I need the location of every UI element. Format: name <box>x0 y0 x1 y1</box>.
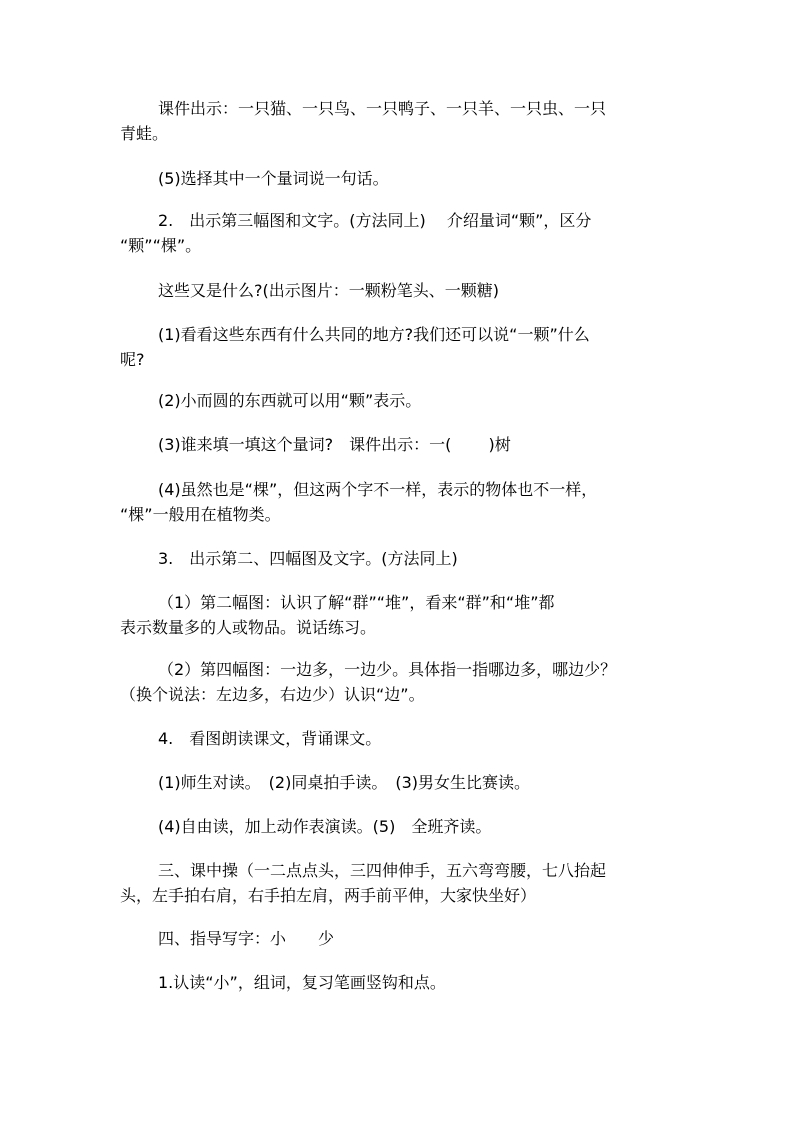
paragraph-line: 头，左手拍右肩，右手拍左肩，两手前平伸，大家快坐好） <box>120 886 537 905</box>
paragraph-courseware-animals <box>120 96 680 146</box>
paragraph-line: 3. 出示第二、四幅图及文字。(方法同上) <box>158 549 458 568</box>
paragraph-line: (1)看看这些东西有什么共同的地方?我们还可以说“一颗”什么 <box>158 325 590 344</box>
paragraph-line: 4. 看图朗读课文，背诵课文。 <box>158 729 382 748</box>
paragraph-sub-4 <box>120 477 680 527</box>
paragraph-line: 课件出示：一只猫、一只鸟、一只鸭子、一只羊、一只虫、一只 <box>158 99 607 118</box>
paragraph-line: (5)选择其中一个量词说一句话。 <box>158 169 389 188</box>
paragraph-line: 2. 出示第三幅图和文字。(方法同上) 介绍量词“颗”，区分 <box>158 211 592 230</box>
paragraph-writing-1 <box>120 970 680 995</box>
paragraph-line: (2)小而圆的东西就可以用“颗”表示。 <box>158 391 422 410</box>
paragraph-sub-3 <box>120 432 680 457</box>
paragraph-line: 呢? <box>120 350 145 369</box>
paragraph-line: 1.认读“小”，组词，复习笔画竖钩和点。 <box>158 973 446 992</box>
paragraph-section-3 <box>120 858 680 908</box>
paragraph-line: (4)虽然也是“棵”，但这两个字不一样，表示的物体也不一样， <box>158 480 598 499</box>
paragraph-sub-1 <box>120 322 680 372</box>
paragraph-line: “颗”“棵”。 <box>120 236 202 255</box>
paragraph-line: （2）第四幅图：一边多，一边少。具体指一指哪边多，哪边少？ <box>158 660 617 679</box>
paragraph-line: (3)谁来填一填这个量词? 课件出示：一( )树 <box>158 435 511 454</box>
paragraph-line: 四、指导写字：小 少 <box>158 929 335 948</box>
paragraph-line: （1）第二幅图：认识了解“群”“堆”，看来“群”和“堆”都 <box>158 593 555 612</box>
paragraph-line: 这些又是什么?(出示图片：一颗粉笔头、一颗糖) <box>158 281 499 300</box>
paragraph-picture-4 <box>120 657 680 707</box>
paragraph-line: “棵”一般用在植物类。 <box>120 505 281 524</box>
paragraph-sub-2 <box>120 388 680 413</box>
paragraph-step-5 <box>120 166 680 191</box>
paragraph-reading-2 <box>120 814 680 839</box>
paragraph-line: (1)师生对读。 (2)同桌拍手读。 (3)男女生比赛读。 <box>158 773 530 792</box>
paragraph-item-3 <box>120 546 680 571</box>
paragraph-line: （换个说法：左边多，右边少）认识“边”。 <box>120 685 425 704</box>
paragraph-picture-2 <box>120 590 680 640</box>
paragraph-section-4 <box>120 926 680 951</box>
paragraph-reading-1 <box>120 770 680 795</box>
paragraph-item-2 <box>120 208 680 258</box>
paragraph-line: (4)自由读，加上动作表演读。(5) 全班齐读。 <box>158 817 492 836</box>
paragraph-line: 表示数量多的人或物品。说话练习。 <box>120 618 377 637</box>
paragraph-line: 青蛙。 <box>120 124 169 143</box>
paragraph-line: 三、课中操（一二点点头，三四伸伸手，五六弯弯腰，七八抬起 <box>158 861 607 880</box>
paragraph-what-are-these <box>120 278 680 303</box>
paragraph-item-4 <box>120 726 680 751</box>
